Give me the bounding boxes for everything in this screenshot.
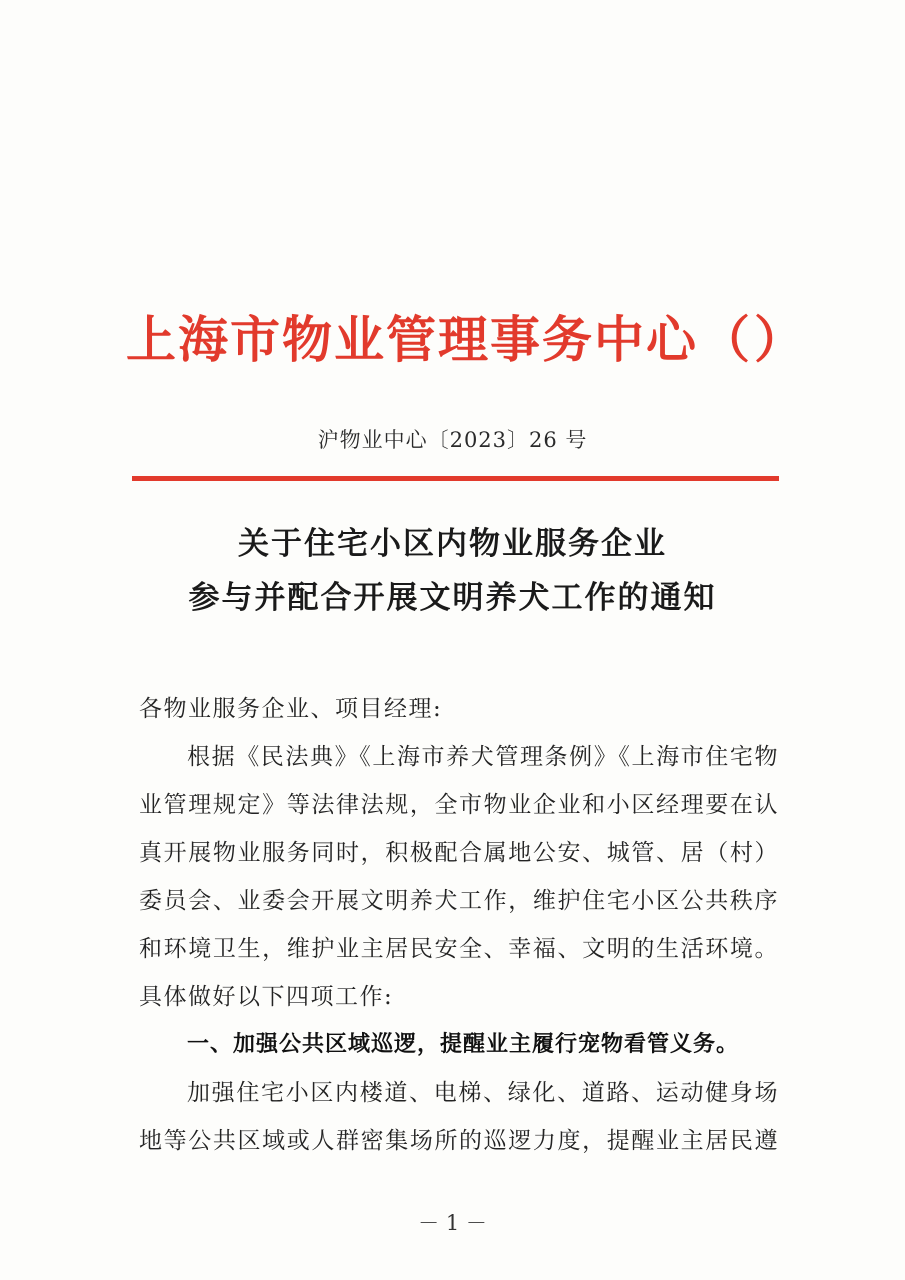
paragraph-1-line: 委员会、业委会开展文明养犬工作，维护住宅小区公共秩序 — [139, 888, 779, 914]
page-number: － 1 － — [418, 1211, 487, 1235]
parenthesis-close: ） — [754, 310, 806, 369]
paragraph-2-line: 地等公共区域或人群密集场所的巡逻力度，提醒业主居民遵 — [139, 1128, 779, 1154]
salutation: 各物业服务企业、项目经理: — [139, 696, 443, 722]
organization-name: 上海市物业管理事务中心 — [126, 310, 698, 369]
document-title-line-2: 参与并配合开展文明养犬工作的通知 — [188, 580, 717, 616]
section-1-heading: 一、加强公共区域巡逻，提醒业主履行宠物看管义务。 — [187, 1032, 740, 1057]
red-divider-line — [132, 476, 779, 481]
document-number: 沪物业中心〔2023〕26 号 — [317, 428, 588, 452]
paragraph-1-line: 业管理规定》等法律法规，全市物业企业和小区经理要在认 — [139, 792, 779, 818]
paragraph-1-line: 和环境卫生，维护业主居民安全、幸福、文明的生活环境。 — [139, 936, 779, 962]
paragraph-1-line: 真开展物业服务同时，积极配合属地公安、城管、居（村） — [139, 840, 779, 866]
parenthesis-open: （ — [700, 310, 752, 369]
issuing-organization-header — [126, 300, 806, 372]
document-title-line-1: 关于住宅小区内物业服务企业 — [238, 526, 667, 562]
paragraph-1-line: 根据《民法典》《上海市养犬管理条例》《上海市住宅物 — [187, 744, 779, 770]
paragraph-1-line: 具体做好以下四项工作: — [139, 984, 394, 1010]
paragraph-2-line: 加强住宅小区内楼道、电梯、绿化、道路、运动健身场 — [187, 1080, 779, 1106]
